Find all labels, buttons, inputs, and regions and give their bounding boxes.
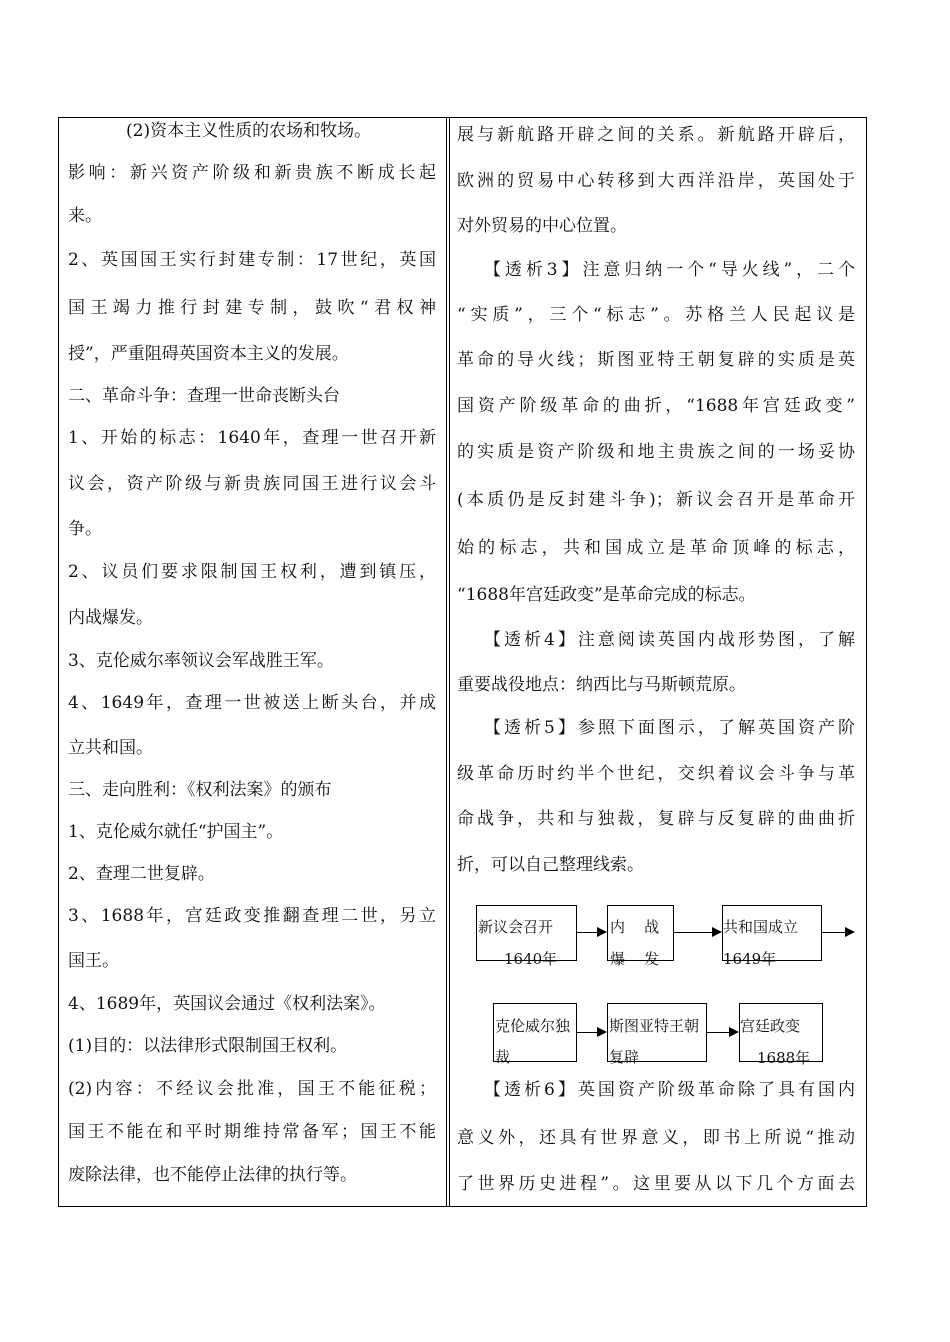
right-line: 命战争，共和与独裁，复辟与反复辟的曲曲折 — [457, 809, 855, 829]
left-line: 影响：新兴资产阶级和新贵族不断成长起 — [68, 163, 436, 183]
flow-box-sublabel: 1640年 — [504, 950, 558, 968]
flow-box-sublabel: 1688年 — [757, 1049, 811, 1067]
left-line: 内战爆发。 — [68, 608, 153, 628]
flow-arrow — [577, 1032, 597, 1033]
left-line: (2)资本主义性质的农场和牧场。 — [126, 121, 372, 141]
right-line: 的实质是资产阶级和地主贵族之间的一场妥协 — [457, 442, 855, 462]
flow-box-label: 共和国成立 — [723, 918, 799, 936]
right-line: 展与新航路开辟之间的关系。新航路开辟后， — [457, 125, 855, 145]
right-line: 意义外，还具有世界意义，即书上所说“推动 — [457, 1128, 855, 1148]
right-line: 级革命历时约半个世纪，交织着议会斗争与革 — [457, 764, 855, 784]
flow-box-sublabel: 复辟 — [609, 1048, 640, 1066]
left-line: 4、1689年，英国议会通过《权利法案》。 — [68, 994, 386, 1014]
right-line: 国资产阶级革命的曲折，“1688年宫廷政变” — [457, 396, 855, 416]
left-line: 争。 — [68, 519, 102, 539]
flow-box-sublabel: 1649年 — [723, 950, 777, 968]
right-line: 欧洲的贸易中心转移到大西洋沿岸，英国处于 — [457, 171, 855, 191]
flow-arrow — [707, 1032, 729, 1033]
flow-box-label: 斯图亚特王朝 — [609, 1017, 700, 1035]
flow-arrow — [577, 932, 597, 933]
left-line: 1、克伦威尔就任“护国主”。 — [68, 822, 284, 842]
right-line: 了世界历史进程”。这里要从以下几个方面去 — [457, 1174, 855, 1194]
flow-arrow-head — [597, 1027, 607, 1037]
column-divider — [446, 117, 450, 1207]
right-line: 【透析6】英国资产阶级革命除了具有国内 — [484, 1080, 855, 1100]
flow-box-label: 宫廷政变 — [740, 1017, 801, 1035]
left-line: 国王。 — [68, 951, 119, 971]
right-line: 【透析5】参照下面图示，了解英国资产阶 — [484, 718, 855, 738]
left-line: 议会，资产阶级与新贵族同国王进行议会斗 — [68, 474, 436, 494]
right-line: 【透析4】注意阅读英国内战形势图，了解 — [484, 630, 855, 650]
left-line: 3、1688年，宫廷政变推翻查理二世，另立 — [68, 906, 436, 926]
right-line: 折，可以自己整理线索。 — [457, 855, 644, 875]
flow-box-label: 新议会召开 — [478, 918, 554, 936]
left-line: (1)目的：以法律形式限制国王权利。 — [68, 1036, 348, 1056]
flow-arrow-head — [597, 927, 607, 937]
left-line: 立共和国。 — [68, 738, 153, 758]
left-line: 二、革命斗争：查理一世命丧断头台 — [68, 386, 340, 406]
left-line: 三、走向胜利：《权利法案》的颁布 — [68, 780, 332, 800]
left-line: 授”，严重阻碍英国资本主义的发展。 — [68, 344, 349, 364]
flow-box-sublabel: 裁 — [495, 1048, 511, 1066]
flow-box-sublabel: 爆 发 — [610, 950, 660, 968]
left-line: 2、查理二世复辟。 — [68, 864, 215, 884]
left-line: 2、英国国王实行封建专制：17世纪，英国 — [68, 250, 436, 270]
left-line: 国王竭力推行封建专制，鼓吹“君权神 — [68, 298, 436, 318]
right-line: (本质仍是反封建斗争)；新议会召开是革命开 — [457, 490, 855, 510]
left-line: 国王不能在和平时期维持常备军；国王不能 — [68, 1122, 436, 1142]
right-line: 对外贸易的中心位置。 — [457, 216, 627, 236]
right-line: 始的标志，共和国成立是革命顶峰的标志， — [457, 538, 855, 558]
flow-arrow — [674, 932, 712, 933]
flow-arrow-head — [729, 1027, 739, 1037]
right-line: 革命的导火线；斯图亚特王朝复辟的实质是英 — [457, 350, 855, 370]
right-line: “1688年宫廷政变”是革命完成的标志。 — [457, 585, 756, 605]
right-line: 【透析3】注意归纳一个“导火线”，二个 — [484, 260, 855, 280]
left-line: 4、1649年，查理一世被送上断头台，并成 — [68, 693, 436, 713]
flow-box-label: 内 战 — [610, 918, 660, 936]
flow-arrow — [822, 932, 846, 933]
left-line: 2、议员们要求限制国王权利，遭到镇压， — [68, 562, 436, 582]
left-line: 1、开始的标志：1640年，查理一世召开新 — [68, 428, 436, 448]
right-line: 重要战役地点：纳西比与马斯顿荒原。 — [457, 675, 746, 695]
flow-arrow-head — [845, 927, 855, 937]
right-line: “实质”，三个“标志”。苏格兰人民起议是 — [457, 305, 855, 325]
left-line: 废除法律，也不能停止法律的执行等。 — [68, 1165, 357, 1185]
left-line: (2)内容：不经议会批准，国王不能征税； — [68, 1079, 436, 1099]
left-line: 来。 — [68, 206, 102, 226]
flow-arrow-head — [712, 927, 722, 937]
flow-box-label: 克伦威尔独 — [495, 1017, 571, 1035]
left-line: 3、克伦威尔率领议会军战胜王军。 — [68, 651, 334, 671]
